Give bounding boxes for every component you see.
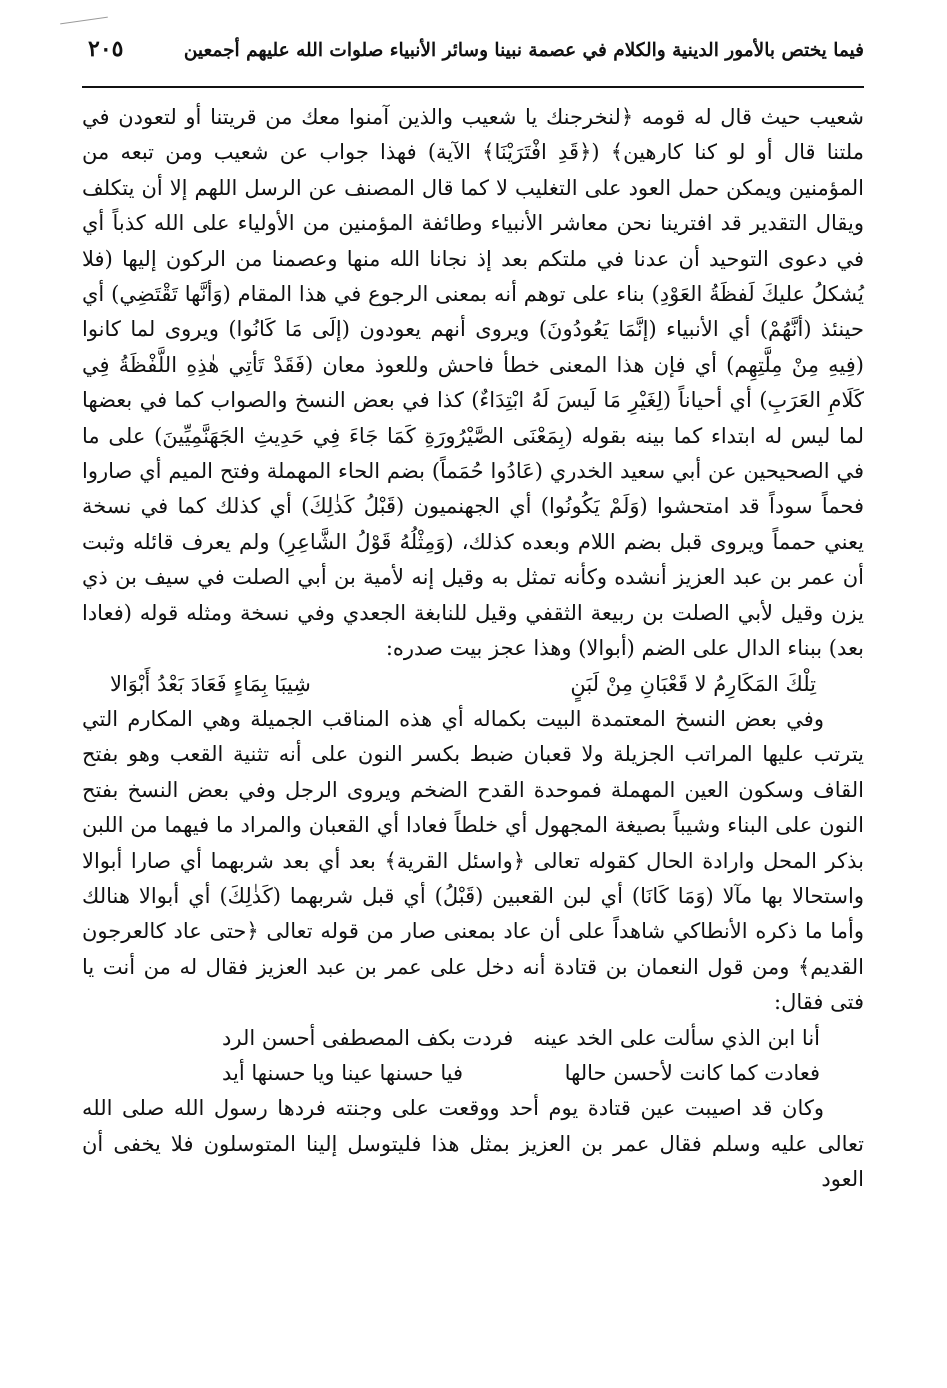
page-body — [82, 100, 864, 1198]
paragraph-1: شعيب حيث قال له قومه ﴿لنخرجنك يا شعيب والذين آمنوا معك من قريتنا أو لتعودن في ملتنا قال أو لو كنا كارهين﴾ (﴿قَدِ افْتَرَيْنَا﴾ الآية) فهذا جواب عن شعيب ومن تبعه من المؤمنين ويمكن حمل العود على التغليب لا كما قال المصنف عن الرسل اللهم إلا أن يتكلف ويقال التقدير قد افترينا نحن معاشر الأنبياء وطائفة المؤمنين من الأولياء على الله كذباً أي في دعوى التوحيد أن عدنا في ملتكم بعد إذ نجانا الله منها وعصمنا من الركون إليها (فلا يُشكلُ عليكَ لَفظَةُ العَوْدِ) بناء على توهم أنه بمعنى الرجوع في هذا المقام (وَأنَّها تَقْتَضِي) أي حينئذ (أنَّهُمْ) أي الأنبياء (إنَّمَا يَعُودُونَ) ويروى أنهم يعودون (إلَى مَا كَانُوا) ويروى لما كانوا (فِيهِ مِنْ مِلَّتِهِم) أي فإن هذا المعنى خطأ فاحش وللعوذ معان (فَقَدْ تَأتِي هٰذِهِ اللَّفْظَةُ فِي كَلَامِ العَرَبِ) أي أحياناً (لِغَيْرِ مَا لَيسَ لَهُ ابْتِدَاءٌ) كذا في بعض النسخ والصواب كما في بعضها لما ليس له ابتداء كما بينه بقوله (بِمَعْنَى الصَّيْرُورَةِ كَمَا جَاءَ فِي حَدِيثِ الجَهَنَّمِيِّينَ) على ما في الصحيحين عن أبي سعيد الخدري (عَادُوا حُمَماً) بضم الحاء المهملة وفتح الميم أي صاروا فحماً سوداً قد امتحشوا (وَلَمْ يَكُونُوا) أي الجهنميون (قَبْلُ كَذٰلِكَ) أي كذلك كما في نسخة يعني حمماً ويروى قبل بضم اللام وبعده كذلك، (وَمِثْلُهُ قَوْلُ الشَّاعِرِ) ولم يعرف قائله وثبت أن عمر بن عبد العزيز أنشده وكأنه تمثل به وقيل إنه لأمية بن أبي الصلت في سيف بن ذي يزن وقيل لأبي الصلت بن ربيعة الثقفي وقيل للنابغة الجعدي وفي نسخة ومثله قوله (فعادا بعد) ببناء الدال على الضم (أبوالا) وهذا عجز بيت صدره: — [82, 105, 864, 661]
verse-2-line-1 — [82, 1021, 864, 1056]
verse-1 — [82, 667, 864, 702]
paragraph-3: وكان قد اصيبت عين قتادة يوم أحد ووقعت على وجنته فردها رسول الله صلى الله تعالى عليه وسلم فقال عمر بن العزيز بمثل هذا فليتوسل إلينا المتوسلون فلا يخفى أن العود — [82, 1096, 864, 1192]
verse-2-line-2-second: فيا حسنها عينا ويا حسنها أيد — [222, 1060, 464, 1085]
verse-2-line-1-second: فردت بكف المصطفى أحسن الرد — [222, 1025, 514, 1050]
running-header — [82, 36, 864, 88]
verse-2-line-2 — [82, 1056, 864, 1091]
header-title: فيما يختص بالأمور الدينية والكلام في عصمة نبينا وسائر الأنبياء صلوات الله عليهم أجمعين — [183, 40, 864, 61]
paragraph-2: وفي بعض النسخ المعتمدة البيت بكماله أي هذه المناقب الجميلة وهي المكارم التي يترتب عليها المراتب الجزيلة ولا قعبان ضبط بكسر النون على أنه تثنية القعب وهو بفتح القاف وسكون العين المهملة فموحدة القدح الضخم ويروى الرجل وفي بعض النسخ بفتح النون على البناء وشيباً بصيغة المجهول أي خلطاً فعادا أي القعبان والمراد ما فيهما من اللبن بذكر المحل وارادة الحال كقوله تعالى ﴿واسئل القرية﴾ بعد أي بعد شربهما أي صارا أبوالا واستحالا بها مآلا (وَمَا كَانَا) أي لبن القعبين (قَبْلُ) أي قبل شربهما (كَذٰلِكَ) أي أبوالا هنالك وأما ما ذكره الأنطاكي شاهداً على أن عاد بمعنى صار من قوله تعالى ﴿حتى عاد كالعرجون القديم﴾ ومن قول النعمان بن قتادة أنه دخل على عمر بن عبد العزيز فقال له من أنت يا فتى فقال: — [82, 706, 864, 1015]
verse-2-line-2-first: فعادت كما كانت لأحسن حالها — [564, 1060, 820, 1085]
verse-1-first-hemistich: تِلْكَ المَكَارِمُ لا قَعْبَانِ مِنْ لَبَنٍ — [570, 671, 816, 696]
book-page — [82, 36, 864, 1366]
verse-2-line-1-first: أنا ابن الذي سألت على الخد عينه — [533, 1025, 820, 1050]
page-number: ٢٠٥ — [88, 36, 124, 62]
scan-artifact-line — [60, 17, 108, 25]
verse-1-second-hemistich: شِيبَا بِمَاءٍ فَعَادَ بَعْدُ أَبْوَالا — [110, 671, 311, 696]
